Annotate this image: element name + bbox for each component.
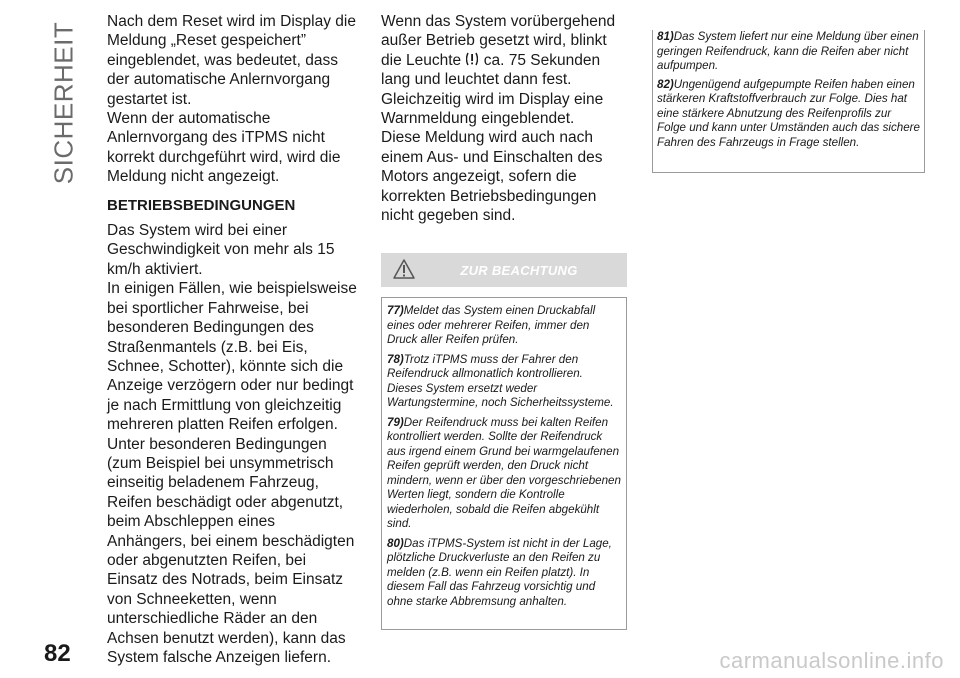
warning-header — [381, 253, 627, 287]
warning-box — [381, 253, 627, 630]
watermark: carmanualsonline.info — [719, 648, 944, 673]
note-number: 80) — [387, 536, 404, 550]
note-item — [387, 416, 621, 532]
notes-box — [652, 30, 925, 173]
note-item — [387, 353, 621, 411]
text-column-2 — [381, 12, 631, 225]
section-side-title — [44, 21, 84, 184]
note-number: 79) — [387, 415, 404, 429]
paragraph: Wenn das System vorübergehend außer Betrieb gesetzt wird, blinkt die Leuchte ca. 75 Sekunden lang und leuchtet dann fest. Gleichzeitig wird im Display eine Warnmeldung eingeblendet. — [381, 13, 616, 128]
paragraph: Diese Meldung wird auch nach einem Aus- und Einschalten des Motors angezeigt, sofern die korrekten Betriebsbedingungen nicht gegeben sind. — [381, 129, 603, 225]
note-number: 82) — [657, 77, 674, 91]
note-number: 78) — [387, 352, 404, 366]
section-title-text: SICHERHEIT — [48, 21, 79, 184]
note-text: Meldet das System einen Druckabfall eines oder mehrerer Reifen, immer den Druck aller Reifen prüfen. — [387, 304, 596, 346]
note-text: Das iTPMS-System ist nicht in der Lage, plötzliche Druckverluste an den Reifen zu melden (z.B. wenn ein Reifen platzt). In diesem Fall das Fahrzeug vorsichtig und ohne starke Abbremsung anhalten. — [387, 536, 612, 608]
paragraph: Unter besonderen Bedingungen (zum Beispiel bei unsymmetrisch einseitig beladenem Fahrzeug, Reifen beschädigt oder abgenutzt, beim Abschleppen eines Anhängers, bei einem beschädigten oder abgenutzten Reifen, bei Einsatz des Notrads, beim Einsatz von Schneeketten, wenn unterschiedliche Räder an den Achsen benutzt werden), kann das System falsche Anzeigen liefern. — [107, 435, 355, 666]
note-number: 81) — [657, 30, 674, 43]
paragraph: Wenn der automatische Anlernvorgang des iTPMS nicht korrekt durchgeführt wird, wird die Meldung nicht angezeigt. — [107, 110, 341, 186]
paragraph: Das System wird bei einer Geschwindigkeit von mehr als 15 km/h aktiviert. — [107, 222, 335, 278]
note-item — [657, 78, 920, 151]
note-text: Das System liefert nur eine Meldung über einen geringen Reifendruck, kann die Reifen aber nicht aufpumpen. — [657, 30, 919, 72]
text-column-1 — [107, 12, 357, 667]
note-item — [657, 30, 920, 74]
note-number: 77) — [387, 304, 404, 317]
warning-notes — [381, 297, 627, 630]
note-text: Ungenügend aufgepumpte Reifen haben einen stärkeren Kraftstoffverbrauch zur Folge. Dies hat eine stärkere Abnutzung des Reifenprofils zur Folge und kann unter Umständen auch das sichere Fahren des Fahrzeugs in Frage stellen. — [657, 77, 920, 149]
note-text: Trotz iTPMS muss der Fahrer den Reifendruck allmonatlich kontrollieren. Dieses System ersetzt weder Wartungstermine, noch Sicherheitssysteme. — [387, 352, 614, 409]
section-heading: BETRIEBSBEDINGUNGEN — [107, 196, 296, 214]
page-number: 82 — [44, 640, 71, 667]
note-text: Der Reifendruck muss bei kalten Reifen kontrolliert werden. Sollte der Reifendruck aus irgend einem Grund bei warmgelaufenen Reifen geprüft werden, den Druck nicht mindern, wenn er über den vorgeschriebenen Werten liegt, sondern die Kontrolle wiederholen, sobald die Reifen abgekühlt sind. — [387, 415, 621, 530]
note-item — [387, 537, 621, 610]
tpms-warning-light-icon — [466, 51, 478, 67]
paragraph: In einigen Fällen, wie beispielsweise bei sportlicher Fahrweise, bei besonderen Bedingungen des Straßenmantels (z.B. bei Eis, Schnee, Schotter), könnte sich die Anzeige verzögern oder nur bedingt je nach Ermittlung von gleichzeitig mehreren platten Reifen erfolgen. — [107, 280, 357, 434]
paragraph: Nach dem Reset wird im Display die Meldung „Reset gespeichert” eingeblendet, was bedeutet, dass der automatische Anlernvorgang gestartet ist. — [107, 13, 356, 108]
note-item — [387, 304, 621, 348]
warning-title: ZUR BEACHTUNG — [460, 263, 578, 278]
